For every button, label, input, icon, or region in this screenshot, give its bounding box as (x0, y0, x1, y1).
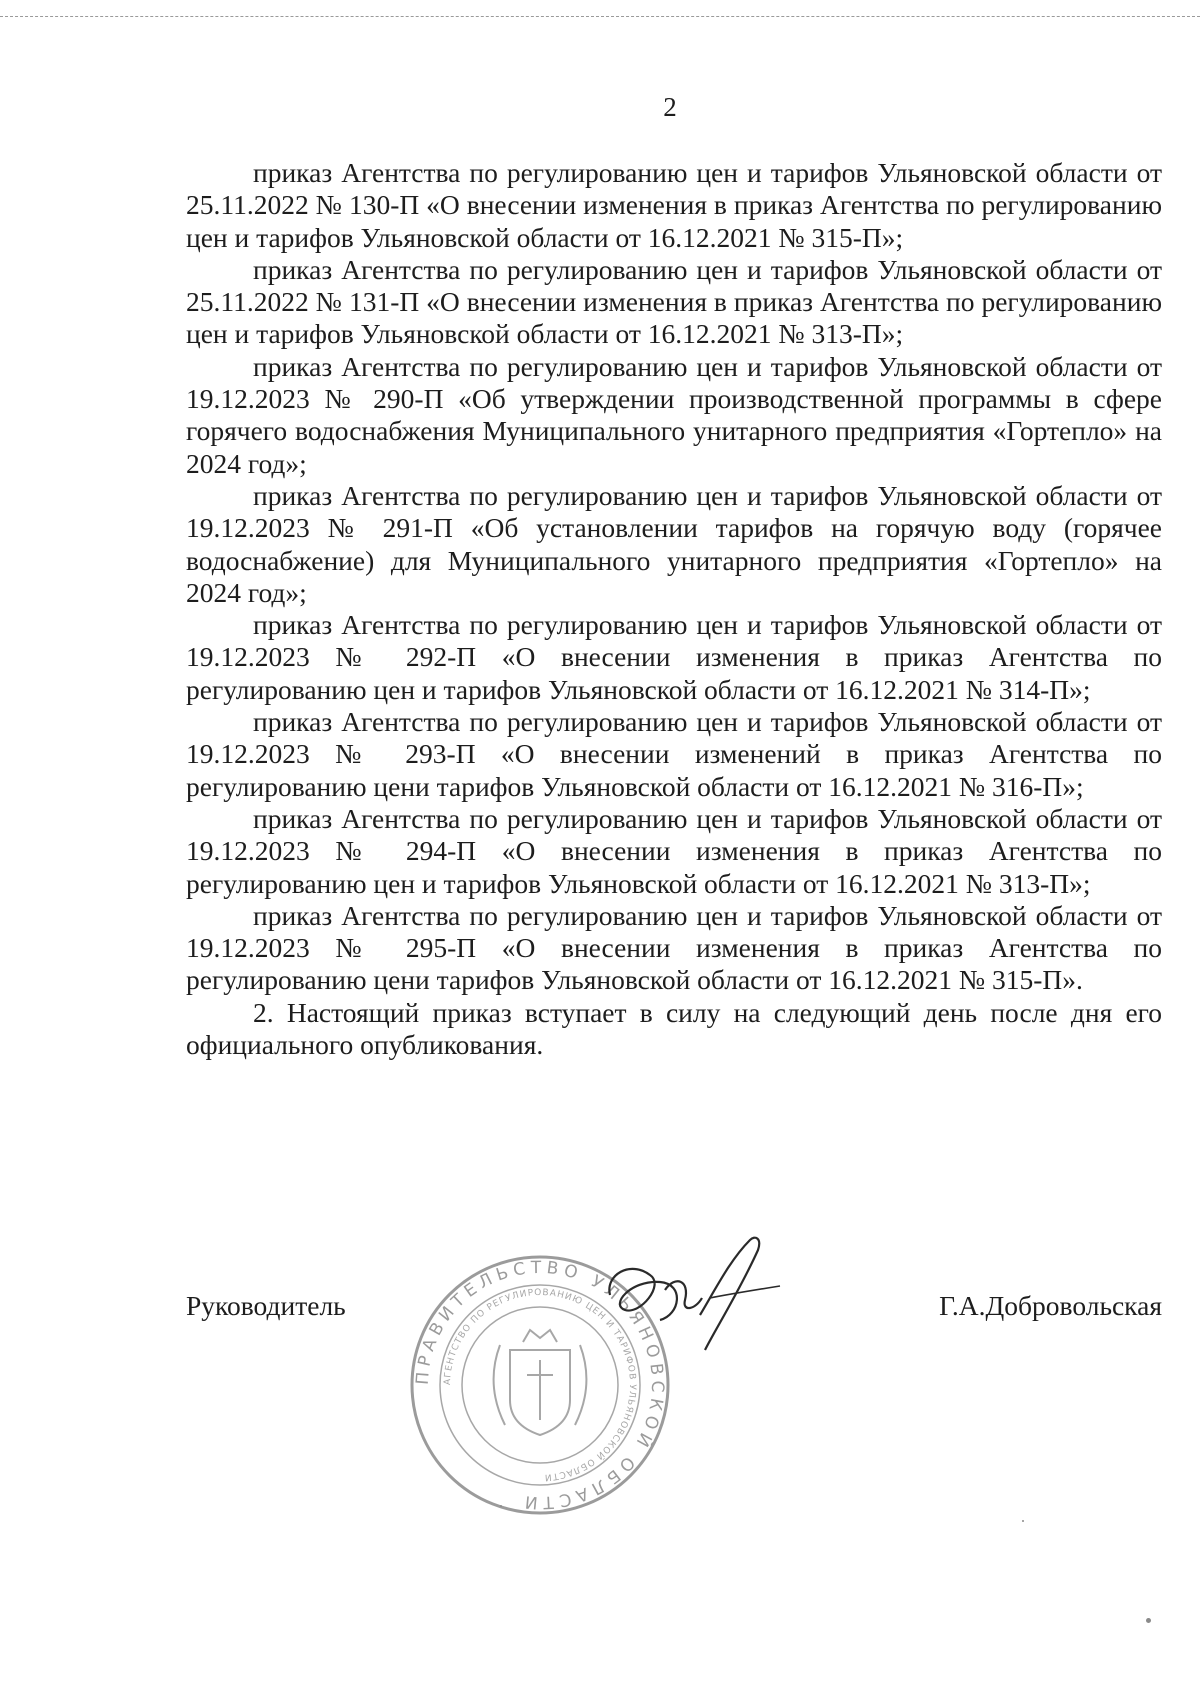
clause-item: приказ Агентства по регулированию цен и тарифов Ульяновской области от 19.12.2023 № 294-П «О внесении изменения в приказ Агентства по регулированию цен и тарифов Ульяновской области от 16.12.2021 № 313-П»; (186, 802, 1162, 899)
page-number: 2 (663, 92, 677, 122)
clause-item: приказ Агентства по регулированию цен и тарифов Ульяновской области от 19.12.2023 № 293-П «О внесении изменений в приказ Агентства по регулированию цени тарифов Ульяновской области от 16.12.2021 № 316-П»; (186, 706, 1162, 802)
signatory-title: Руководитель (186, 1290, 346, 1321)
scan-speck (500, 1505, 502, 1507)
clause-item: приказ Агентства по регулированию цен и тарифов Ульяновской области от 25.11.2022 № 130-П «О внесении изменения в приказ Агентства по регулированию цен и тарифов Ульяновской области от 16.12.2021 № 315-П»; (186, 157, 1162, 253)
clause-item: приказ Агентства по регулированию цен и тарифов Ульяновской области от 19.12.2023 № 292-П «О внесении изменения в приказ Агентства по регулированию цен и тарифов Ульяновской области от 16.12.2021 № 314-П»; (186, 609, 1162, 705)
clause-item: приказ Агентства по регулированию цен и тарифов Ульяновской области от 19.12.2023 № 295-П «О внесении изменения в приказ Агентства по регулированию цени тарифов Ульяновской области от 16.12.2021 № 315-П». (186, 899, 1162, 996)
signatory-name: Г.А.Добровольская (939, 1290, 1162, 1321)
scan-edge-line (0, 16, 1200, 17)
clause-item: приказ Агентства по регулированию цен и тарифов Ульяновской области от 25.11.2022 № 131-П «О внесении изменения в приказ Агентства по регулированию цен и тарифов Ульяновской области от 16.12.2021 № 313-П»; (186, 253, 1162, 350)
coat-of-arms-icon (494, 1330, 587, 1435)
clause-item: приказ Агентства по регулированию цен и тарифов Ульяновской области от 19.12.2023 № 290-П «Об утверждении производственной программы в сфере горячего водоснабжения Муниципального унитарного предприятия «Гортепло» на 2024 год»; (186, 350, 1162, 479)
effective-date-clause: 2. Настоящий приказ вступает в силу на следующий день после дня его официального опубликования. (186, 996, 1162, 1061)
seal-inner-text: АГЕНТСТВО ПО РЕГУЛИРОВАНИЮ ЦЕН И ТАРИФОВ УЛЬЯНОВСКОЙ ОБЛАСТИ (442, 1287, 638, 1482)
seal-outer-text: ПРАВИТЕЛЬСТВО УЛЬЯНОВСКОЙ ОБЛАСТИ (412, 1257, 668, 1513)
scan-speck (1146, 1618, 1151, 1623)
handwritten-signature (590, 1220, 790, 1370)
scan-speck (1022, 1520, 1024, 1522)
document-body (186, 157, 1162, 1061)
clause-item: приказ Агентства по регулированию цен и тарифов Ульяновской области от 19.12.2023 № 291-П «Об установлении тарифов на горячую воду (горячее водоснабжение) для Муниципального унитарного предприятия «Гортепло» на 2024 год»; (186, 479, 1162, 608)
